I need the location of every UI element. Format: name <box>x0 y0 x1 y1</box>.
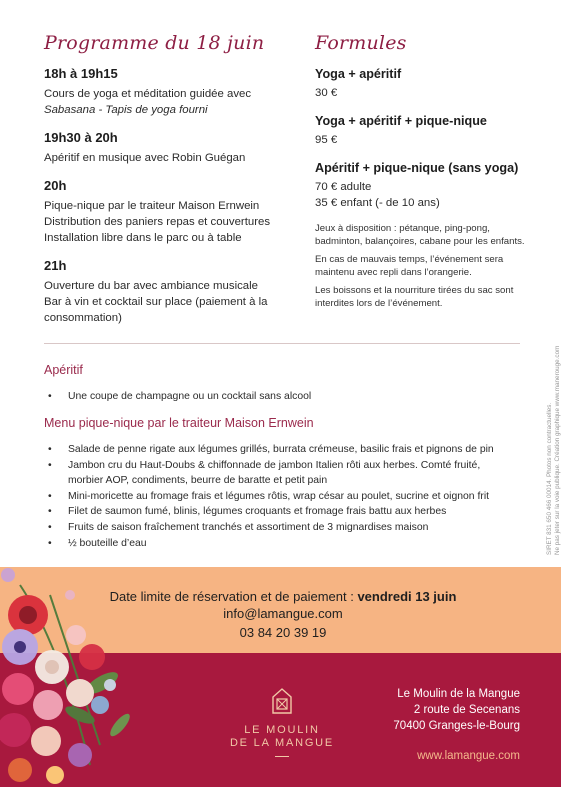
aperitif-title: Apéritif <box>44 363 83 377</box>
programme-line: Cours de yoga et méditation guidée avec <box>44 88 252 100</box>
formule-price-line: 35 € enfant (- de 10 ans) <box>315 197 440 209</box>
venue-name: Le Moulin de la Mangue <box>397 688 520 700</box>
formules-info: Les boissons et la nourriture tirées du sac sont interdites lors de l’événement. <box>315 285 514 309</box>
list-item: • Salade de penne rigate aux légumes grillés, burrata crémeuse, basilic frais et pignons de pin <box>44 442 514 458</box>
formules-title: Formules <box>315 32 407 54</box>
formules-list <box>315 66 535 317</box>
menu-list <box>44 442 514 551</box>
list-item: • Jambon cru du Haut-Doubs & chiffonnade de jambon Italien rôti aux herbes. Comté fruité, morbier AOP, condiments, beurre de baratte et petit pain <box>44 458 514 489</box>
deadline-date: vendredi 13 juin <box>357 589 457 604</box>
list-item: • Une coupe de champagne ou un cocktail sans alcool <box>44 389 514 405</box>
programme-block <box>44 66 294 118</box>
programme-line: Sabasana - Tapis de yoga fourni <box>44 104 208 116</box>
programme-block <box>44 130 294 166</box>
programme-list <box>44 66 294 338</box>
formule-price-line: 70 € adulte <box>315 181 372 193</box>
mill-logo-icon <box>271 686 293 716</box>
programme-line: Pique-nique par le traiteur Maison Ernwein <box>44 200 260 212</box>
logo-underline <box>275 756 289 757</box>
programme-time: 18h à 19h15 <box>44 66 118 81</box>
reservation-deadline <box>108 587 458 606</box>
programme-line: Distribution des paniers repas et couvertures <box>44 216 271 228</box>
formule-price-line: 30 € <box>315 87 338 99</box>
list-item: • ½ bouteille d’eau <box>44 536 514 552</box>
formule-name: Apéritif + pique-nique (sans yoga) <box>315 161 519 175</box>
formule-price <box>315 179 535 211</box>
section-divider <box>44 343 520 344</box>
venue-street: 2 route de Secenans <box>413 704 520 716</box>
programme-line: Bar à vin et cocktail sur place (paiement à la <box>44 296 268 308</box>
aperitif-list <box>44 389 514 405</box>
menu-title: Menu pique-nique par le traiteur Maison Ernwein <box>44 416 314 430</box>
programme-time: 19h30 à 20h <box>44 130 118 145</box>
formule-price <box>315 85 535 101</box>
legal-line: Ne pas jeter sur la voie publique. Création graphique www.manerouge.com <box>554 345 561 555</box>
formules-info: En cas de mauvais temps, l’événement sera maintenu avec repli dans l’orangerie. <box>315 254 504 278</box>
formule-name: Yoga + apéritif <box>315 67 402 81</box>
formule-name: Yoga + apéritif + pique-nique <box>315 114 487 128</box>
contact-email[interactable]: info@lamangue.com <box>223 606 343 621</box>
logo-text-line: DE LA MANGUE <box>229 737 335 749</box>
programme-block <box>44 258 294 326</box>
programme-line: Apéritif en musique avec Robin Guégan <box>44 152 246 164</box>
list-item: • Mini-moricette au fromage frais et légumes rôtis, wrap césar au poulet, sucrine et oignon frit <box>44 489 514 505</box>
formules-info: Jeux à disposition : pétanque, ping-pong, badminton, balançoires, cabane pour les enfants. <box>315 223 525 247</box>
programme-line: Installation libre dans le parc ou à table <box>44 232 242 244</box>
programme-time: 21h <box>44 258 67 273</box>
venue-address <box>350 686 520 734</box>
logo-text-line: LE MOULIN <box>244 724 320 736</box>
brand-logo <box>222 686 342 757</box>
deadline-label: Date limite de réservation et de paiement : <box>109 589 358 604</box>
legal-line: SIRET 831 650 466 00014. Photos non contractuelles. <box>546 402 553 555</box>
contact-phone[interactable]: 03 84 20 39 19 <box>239 625 327 640</box>
programme-time: 20h <box>44 178 67 193</box>
legal-side-text <box>546 346 561 555</box>
programme-line: Ouverture du bar avec ambiance musicale <box>44 280 258 292</box>
programme-line: consommation) <box>44 312 122 324</box>
programme-block <box>44 178 294 246</box>
venue-city: 70400 Granges-le-Bourg <box>393 720 520 732</box>
programme-title: Programme du 18 juin <box>44 32 265 54</box>
list-item: • Filet de saumon fumé, blinis, légumes croquants et fromage frais battu aux herbes <box>44 504 514 520</box>
formule-price-line: 95 € <box>315 134 338 146</box>
list-item: • Fruits de saison fraîchement tranchés et assortiment de 3 mignardises maison <box>44 520 514 536</box>
formule-price <box>315 132 535 148</box>
website-link[interactable]: www.lamangue.com <box>417 750 520 762</box>
